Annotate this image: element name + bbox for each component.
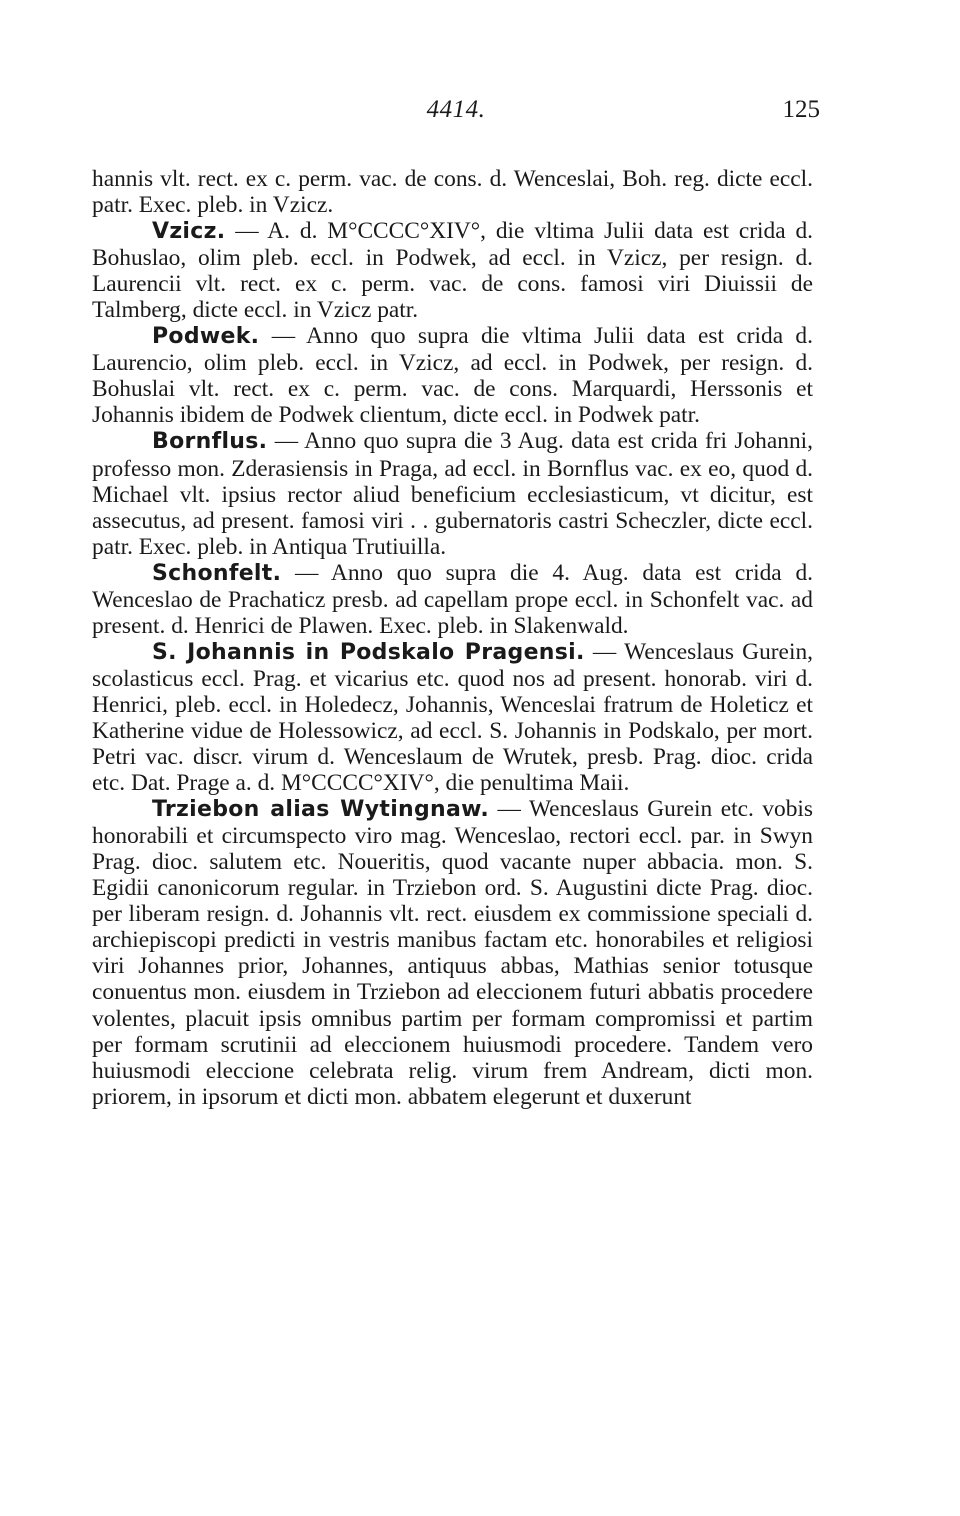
entry-heading: Podwek.: [152, 324, 260, 350]
entry-vzicz: [92, 218, 813, 323]
body-text: [92, 166, 813, 1110]
entry-podwek: [92, 323, 813, 428]
entry-heading: Vzicz.: [152, 219, 226, 245]
entry-text: — Wenceslaus Gurein etc. vobis honorabili et circumspecto viro mag. Wenceslao, rectori eccl. par. in Swyn Prag. dioc. salutem etc. Noueritis, quod vacante nuper abbacia. mon. S. Egidii canonicorum regular. in Trziebon ord. S. Augustini dicte Prag. dioc. per liberam resign. d. Johannis vlt. rect. eiusdem ex commissione speciali d. archiepiscopi predicti in vestris manibus factam etc. honorabiles et religiosi viri Johannes prior, Johannes, antiquus abbas, Mathias senior totusque conuentus mon. eiusdem in Trziebon ad eleccionem futuri abbatis procedere volentes, placuit ipsis omnibus partim per formam compromissi et partim per formam scrutinii ad eleccionem huiusmodi procedere. Tandem vero huiusmodi eleccione celebrata relig. virum frem Andream, dicti mon. priorem, in ipsorum et dicti mon. abbatem elegerunt et duxerunt: [92, 796, 813, 1110]
running-head: [92, 96, 820, 130]
page-number: 125: [782, 96, 820, 123]
entry-text: — Wenceslaus Gurein, scolasticus eccl. Prag. et vicarius etc. quod nos ad present. honorab. viri d. Henrici, pleb. eccl. in Holedecz, Johannis, Wenceslai fratrum de Holeticz et Katherine vidue de Holessowicz, ad eccl. S. Johannis in Podskalo, per mort. Petri vac. discr. virum d. Wenceslaum de Wrutek, presb. Prag. dioc. crida etc. Dat. Prage a. d. M°CCCC°XIV°, die penultima Maii.: [92, 638, 813, 797]
running-head-title: 4414.: [426, 96, 486, 123]
entry-text: — Anno quo supra die vltima Julii data est crida d. Laurencio, olim pleb. eccl. in Vzicz, ad eccl. in Podwek, per resign. d. Bohuslai vlt. rect. ex c. perm. vac. de cons. Marquardi, Herssonis et Johannis ibidem de Podwek clientum, dicte eccl. in Podwek patr.: [92, 323, 813, 429]
entry-trziebon: [92, 796, 813, 1110]
entry-s-johannis-in-podskalo: [92, 639, 813, 796]
entry-text: — Anno quo supra die 3 Aug. data est crida fri Johanni, professo mon. Zderasiensis in Praga, ad eccl. in Bornflus vac. ex eo, quod d. Michael vlt. ipsius rector aliud beneficium ecclesiasticum, vt dicitur, est assecutus, ad present. famosi viri . . gubernatoris castri Scheczler, dicte eccl. patr. Exec. pleb. in Antiqua Trutiuilla.: [92, 428, 814, 560]
entry-heading: S. Johannis in Podskalo Pragensi.: [152, 639, 585, 665]
entry-heading: Bornflus.: [152, 429, 268, 455]
entry-text: — Anno quo supra die 4. Aug. data est crida d. Wenceslao de Prachaticz presb. ad capellam prope eccl. in Schonfelt vac. ad present. d. Henrici de Plawen. Exec. pleb. in Slakenwald.: [92, 559, 813, 639]
entry-text: hannis vlt. rect. ex c. perm. vac. de cons. d. Wenceslai, Boh. reg. dicte eccl. patr. Exec. pleb. in Vzicz.: [92, 166, 813, 219]
entry-bornflus: [92, 428, 813, 559]
entry-heading: Schonfelt.: [152, 560, 282, 586]
entry-text: — A. d. M°CCCC°XIV°, die vltima Julii data est crida d. Bohuslao, olim pleb. eccl. in Podwek, ad eccl. in Vzicz, per resign. d. Laurencii vlt. rect. ex c. perm. vac. de cons. famosi viri Diuissii de Talmberg, dicte eccl. in Vzicz patr.: [92, 218, 813, 324]
entry-schonfelt: [92, 560, 813, 639]
entry-continuation: [92, 166, 813, 218]
entry-heading: Trziebon alias Wytingnaw.: [152, 797, 490, 823]
